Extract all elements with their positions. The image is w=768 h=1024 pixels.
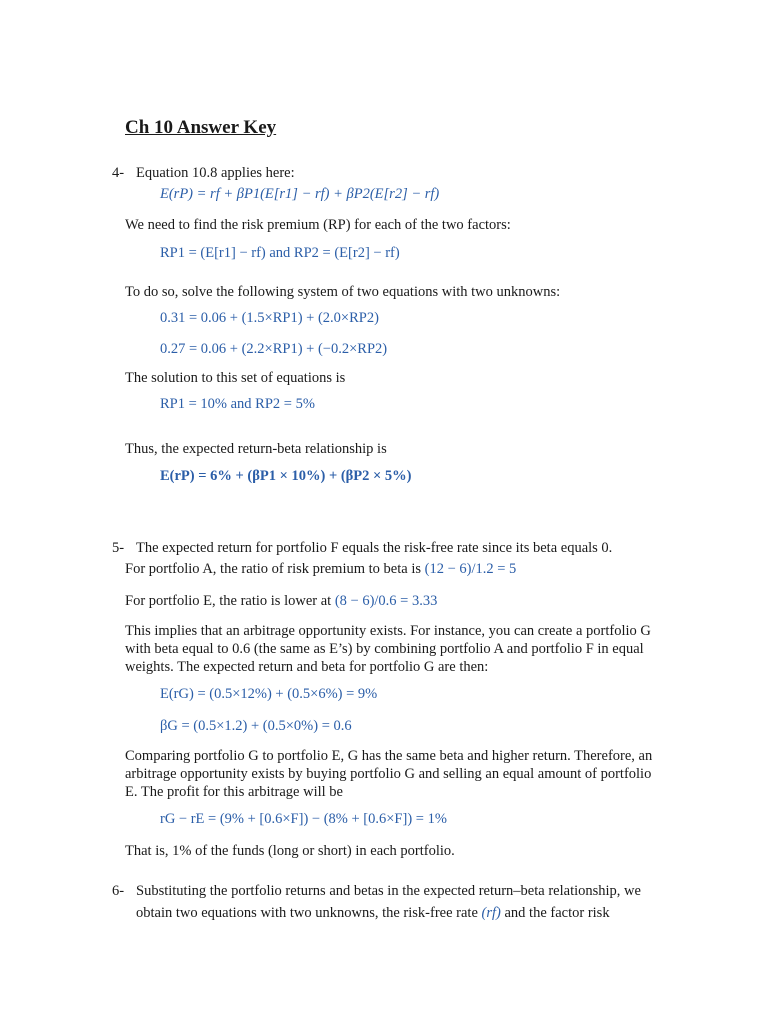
q6-line-2-end: and the factor risk (504, 905, 610, 921)
q4-system-equation-1: 0.31 = 0.06 + (1.5×RP1) + (2.0×RP2) (160, 310, 379, 326)
q5-portfolio-e-ratio: (8 − 6)/0.6 = 3.33 (334, 593, 438, 609)
q6-line-2-text: obtain two equations with two unknowns, the risk-free rate (136, 905, 478, 921)
question-6-number: 6- (112, 883, 125, 899)
q5-expected-return-g: E(rG) = (0.5×12%) + (0.5×6%) = 9% (160, 686, 378, 702)
q5-arbitrage-profit: rG − rE = (9% + [0.6×F]) − (8% + [0.6×F]) = 1% (160, 811, 447, 827)
q5-line-1: The expected return for portfolio F equals the risk-free rate since its beta equals 0. (136, 540, 613, 556)
q4-need-text: We need to find the risk premium (RP) for each of the two factors: (125, 217, 511, 233)
q5-paragraph-1-line-2: with beta equal to 0.6 (the same as E’s) by combining portfolio A and portfolio F in equal (125, 641, 644, 657)
q5-portfolio-a-ratio: (12 − 6)/1.2 = 5 (424, 561, 517, 577)
q6-risk-free-rate-symbol: (rf) (481, 905, 501, 921)
q5-paragraph-2-line-1: Comparing portfolio G to portfolio E, G has the same beta and higher return. Therefore, an (125, 748, 653, 764)
q4-solution-text: The solution to this set of equations is (125, 370, 346, 386)
q5-paragraph-2-line-2: arbitrage opportunity exists by buying portfolio G and selling an equal amount of portfolio (125, 766, 652, 782)
q4-equation-10-8: E(rP) = rf + βP1(E[r1] − rf) + βP2(E[r2] − rf) (160, 186, 440, 202)
q5-paragraph-2-line-3: E. The profit for this arbitrage will be (125, 784, 343, 800)
page-title: Ch 10 Answer Key (125, 117, 277, 138)
q4-solve-text: To do so, solve the following system of two equations with two unknowns: (125, 284, 561, 300)
q4-risk-premium-definitions: RP1 = (E[r1] − rf) and RP2 = (E[r2] − rf) (160, 245, 400, 261)
q4-expected-return-beta-equation: E(rP) = 6% + (βP1 × 10%) + (βP2 × 5%) (160, 468, 412, 484)
q6-line-2 (136, 904, 610, 922)
question-4-number: 4- (112, 165, 125, 181)
q5-paragraph-1-line-1: This implies that an arbitrage opportunity exists. For instance, you can create a portfolio G (125, 623, 651, 639)
q4-intro: Equation 10.8 applies here: (136, 165, 295, 181)
q5-line-2 (125, 560, 516, 578)
q5-closing-text: That is, 1% of the funds (long or short) in each portfolio. (125, 843, 455, 859)
q4-solution-values: RP1 = 10% and RP2 = 5% (160, 396, 315, 412)
q5-portfolio-e-text: For portfolio E, the ratio is lower at (125, 593, 332, 609)
q5-line-3 (125, 592, 437, 610)
q4-thus-text: Thus, the expected return-beta relationship is (125, 441, 387, 457)
q5-beta-g: βG = (0.5×1.2) + (0.5×0%) = 0.6 (160, 718, 352, 734)
q4-system-equation-2: 0.27 = 0.06 + (2.2×RP1) + (−0.2×RP2) (160, 341, 388, 357)
question-5-number: 5- (112, 540, 125, 556)
q5-paragraph-1-line-3: weights. The expected return and beta for portfolio G are then: (125, 659, 489, 675)
q6-line-1: Substituting the portfolio returns and betas in the expected return–beta relationship, we (136, 883, 641, 899)
q5-portfolio-a-text: For portfolio A, the ratio of risk premium to beta is (125, 561, 421, 577)
